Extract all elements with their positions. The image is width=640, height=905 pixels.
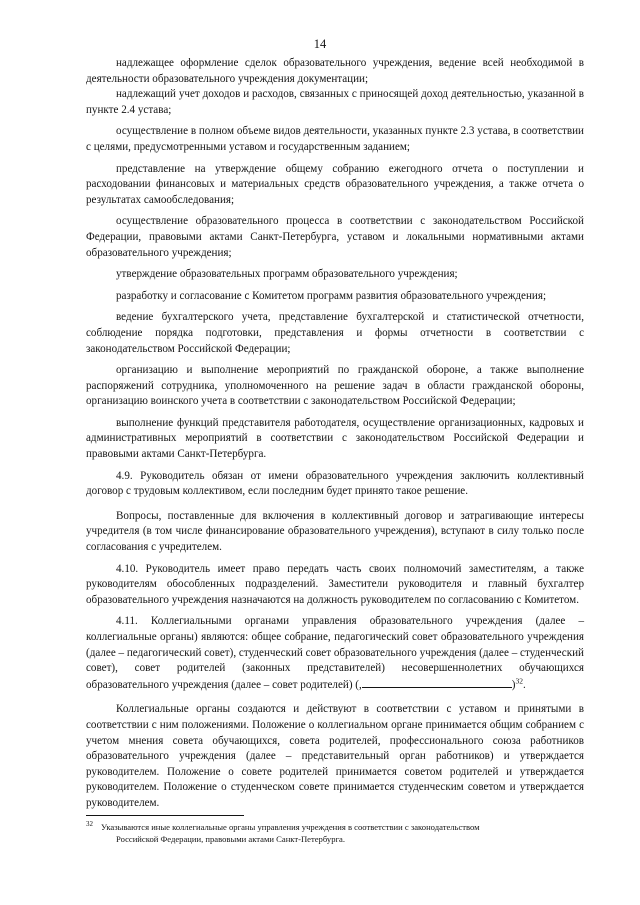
paragraph-4-11: 4.11. Коллегиальными органами управления образовательного учреждения (далее – коллегиальные органы) являются: общее собрание, педагогический совет образовательного учреждения (далее – педагогический совет), студенческий совет образовательного учреждения (далее – студенческий совет), совет родителей (законных представителей) несовершеннолетних обучающихся образовательного учреждения (далее – совет родителей) (, )$^{32}$. (86, 615, 584, 691)
page-number: 14 (313, 37, 327, 51)
footnote-line-2: Российской Федерации, правовыми актами Санкт-Петербурга. (116, 834, 345, 844)
paragraph: надлежащий учет доходов и расходов, связанных с приносящей доход деятельностью, указанной в пункте 2.4 устава; (86, 88, 584, 116)
paragraph: представление на утверждение общему собранию ежегодного отчета о поступлении и расходовании финансовых и материальных средств образовательного учреждения, а также отчета о результатах самообследования; (86, 162, 584, 206)
paragraph: утверждение образовательных программ образовательного учреждения; (116, 268, 458, 281)
footnote (86, 821, 584, 845)
paragraph: Коллегиальные органы создаются и действуют в соответствии с уставом и принятыми в соответствии с ним положениями. Положение о коллегиальном органе принимается общим собранием с учетом мнения совета обучающихся, совета родителей, профессионального союза работников образовательного учреждения (далее – представительный орган работников) и утверждается руководителем. Положение о совете родителей принимается советом родителей и утверждается руководителем. Положение о студенческом совете принимается студенческим советом и утверждается руководителем. (86, 703, 584, 809)
paragraph: ведение бухгалтерского учета, представление бухгалтерской и статистической отчетности, соблюдение порядка подготовки, представления и формы отчетности в соответствии с законодательством Российской Федерации; (86, 311, 584, 355)
paragraph-4-11-text: 4.11. Коллегиальными органами управления образовательного учреждения (далее – коллегиальные органы) являются: общее собрание, педагогический совет образовательного учреждения (далее – педагогический совет), студенческий совет образовательного учреждения (далее – студенческий совет), совет родителей (законных представителей) несовершеннолетних обучающихся образовательного учреждения (далее – совет родителей) (, (86, 615, 584, 691)
blank-close: ) (511, 678, 516, 691)
footnote-ref[interactable]: 32 (515, 676, 523, 686)
paragraph: выполнение функций представителя работодателя, осуществление организационных, кадровых и административных мероприятий в соответствии с законодательством Российской Федерации и правовыми актами Санкт-Петербурга. (86, 416, 584, 461)
paragraph-4-9: 4.9. Руководитель обязан от имени образовательного учреждения заключить коллективный договор с трудовым коллективом, если последним будет принято такое решение. (86, 469, 584, 498)
blank-line (362, 677, 512, 688)
paragraph: осуществление в полном объеме видов деятельности, указанных пункте 2.3 устава, в соответствии с целями, предусмотренными уставом и государственным заданием; (86, 125, 584, 153)
footnote-line-1: Указываются иные коллегиальные органы управления учреждения в соответствии с законодательством (101, 822, 480, 832)
footnote-divider (86, 815, 244, 816)
paragraph: надлежащее оформление сделок образовательного учреждения, ведение всей необходимой в деятельности образовательного учреждения документации; (86, 57, 584, 85)
paragraph: осуществление образовательного процесса в соответствии с законодательством Российской Федерации, правовыми актами Санкт-Петербурга, уставом и локальными нормативными актами образовательного учреждения; (86, 215, 584, 259)
paragraph: организацию и выполнение мероприятий по гражданской обороне, а также выполнение распоряжений сотрудника, уполномоченного на решение задач в области гражданской обороны, организацию воинского учета в соответствии с законодательством Российской Федерации; (86, 364, 584, 408)
paragraph: разработку и согласование с Комитетом программ развития образовательного учреждения; (116, 289, 547, 302)
footnote-marker: 32 (86, 820, 93, 829)
paragraph: Вопросы, поставленные для включения в коллективный договор и затрагивающие интересы учредителя (в том числе финансирование образовательного учреждения), вступают в силу только после согласования с учредителем. (86, 509, 584, 554)
document-body (86, 56, 584, 812)
paragraph-4-10: 4.10. Руководитель имеет право передать часть своих полномочий заместителям, а также руководителям обособленных подразделений. Заместители руководителя и главный бухгалтер образовательного учреждения назначаются на должность руководителем по согласованию с Комитетом. (86, 562, 584, 606)
